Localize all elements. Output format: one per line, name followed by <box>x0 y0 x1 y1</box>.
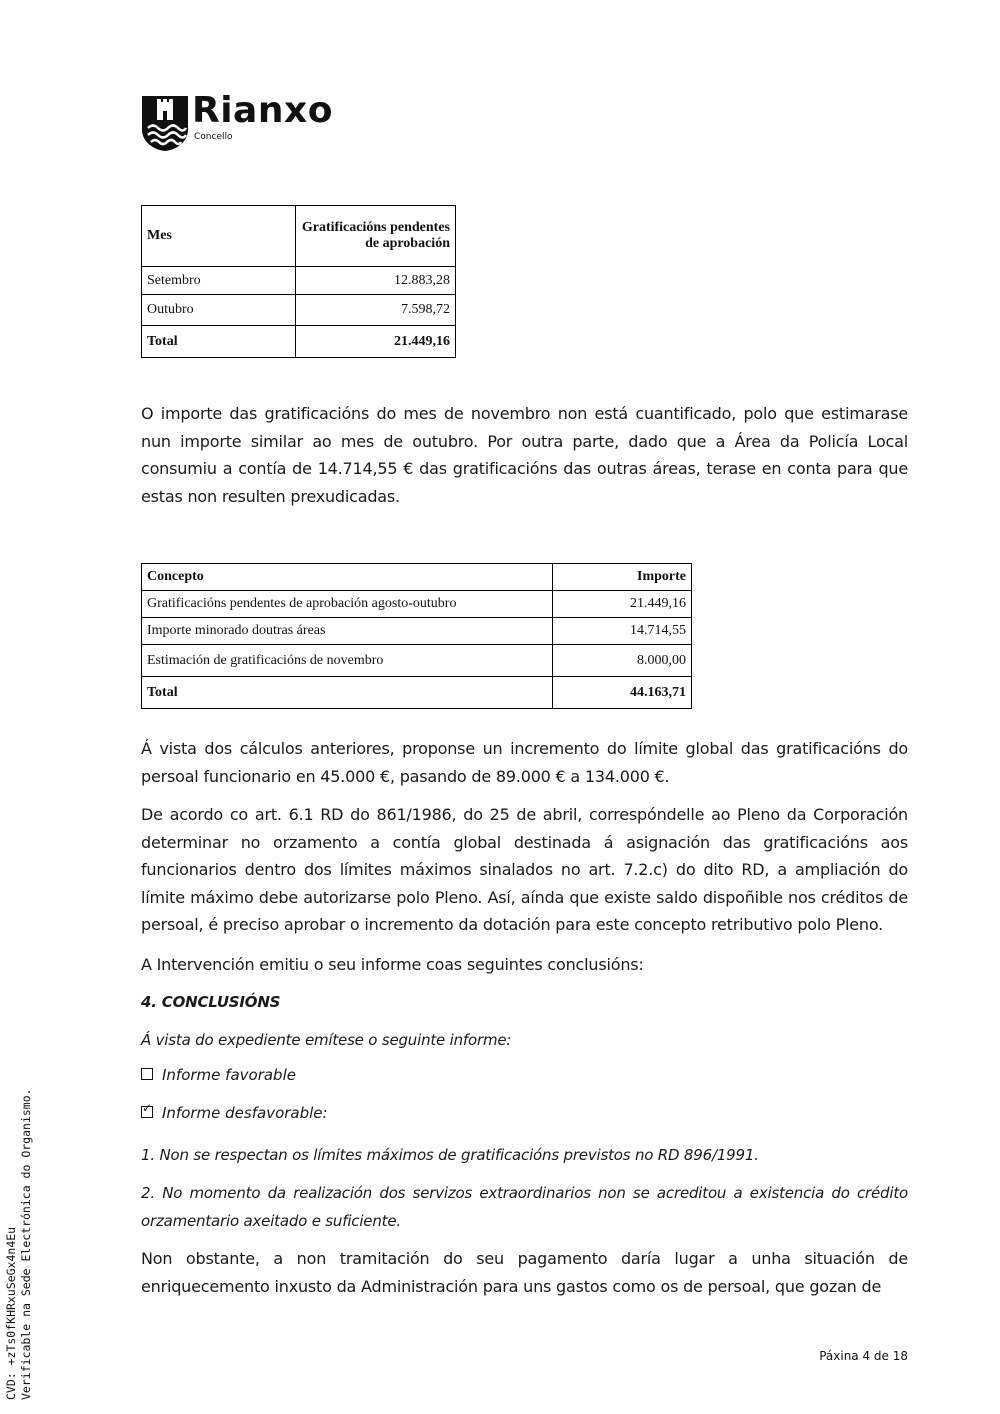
concept-amount-table <box>141 563 692 709</box>
table-total-row <box>142 677 692 709</box>
logo-subtitle: Concello <box>194 132 233 142</box>
rianxo-shield-icon <box>142 96 188 152</box>
amount-cell: 7.598,72 <box>296 295 456 326</box>
checkbox-checked-icon: ✓ <box>141 1106 153 1118</box>
conclusion-item: 2. No momento da realización dos servizos extraordinarios non se acreditou a existencia do crédito orzamentario axeitado e suficiente. <box>141 1184 908 1230</box>
logo-wordmark: Rianxo <box>192 90 333 131</box>
concept-cell: Importe minorado doutras áreas <box>142 618 553 645</box>
total-value: 21.449,16 <box>296 326 456 358</box>
rianxo-logo <box>142 90 352 152</box>
total-value: 44.163,71 <box>553 677 692 709</box>
conclusion-item: 1. Non se respectan os límites máximos de gratificacións previstos no RD 896/1991. <box>141 1146 759 1164</box>
table-header-row <box>142 564 692 591</box>
table-row <box>142 267 456 295</box>
column-header-month: Mes <box>142 206 296 267</box>
amount-cell: 12.883,28 <box>296 267 456 295</box>
table-total-row <box>142 326 456 358</box>
gratifications-month-table <box>141 205 456 358</box>
amount-cell: 8.000,00 <box>553 645 692 677</box>
concept-cell: Estimación de gratificacións de novembro <box>142 645 553 677</box>
verification-note: Verificable na Sede Electrónica do Organismo. <box>19 1088 33 1400</box>
table-row <box>142 295 456 326</box>
conclusions-heading: 4. CONCLUSIÓNS <box>141 993 281 1011</box>
table-row <box>142 591 692 618</box>
column-header-concept: Concepto <box>142 564 553 591</box>
amount-cell: 21.449,16 <box>553 591 692 618</box>
column-header-pending: Gratificacións pendentes de aprobación <box>296 206 456 267</box>
table-row <box>142 645 692 677</box>
table-row <box>142 618 692 645</box>
concept-cell: Gratificacións pendentes de aprobación agosto-outubro <box>142 591 553 618</box>
paragraph: O importe das gratificacións do mes de novembro non está cuantificado, polo que estimarase nun importe similar ao mes de outubro. Por outra parte, dado que a Área da Policía Local consumiu a contía de 14.714,55 € das gratificacións das outras áreas, terase en conta para que estas non resulten prexudicadas. <box>141 404 908 506</box>
column-header-amount: Importe <box>553 564 692 591</box>
total-label: Total <box>142 677 553 709</box>
verification-code: CVD: +zTs0fKHRxuSeGx4n4Eu <box>4 1226 18 1400</box>
paragraph: De acordo co art. 6.1 RD do 861/1986, do 25 de abril, correspóndelle ao Pleno da Corporación determinar no orzamento a contía global destinada á asignación das gratificacións aos funcionarios dentro dos límites máximos sinalados no art. 7.2.c) do dito RD, a ampliación do límite máximo debe autorizarse polo Pleno. Así, aínda que existe saldo dispoñible nos créditos de persoal, é preciso aprobar o incremento da dotación para este concepto retributivo polo Pleno. <box>141 805 908 934</box>
option-label: Informe favorable <box>162 1066 296 1084</box>
verification-side-text <box>4 1088 34 1400</box>
month-cell: Setembro <box>142 267 296 295</box>
option-favorable <box>141 1066 296 1084</box>
paragraph: Á vista dos cálculos anteriores, proponse un incremento do límite global das gratificacións do persoal funcionario en 45.000 €, pasando de 89.000 € a 134.000 €. <box>141 739 908 786</box>
month-cell: Outubro <box>142 295 296 326</box>
total-label: Total <box>142 326 296 358</box>
table-header-row <box>142 206 456 267</box>
option-unfavorable <box>141 1101 328 1122</box>
option-label: Informe desfavorable: <box>162 1104 328 1122</box>
conclusions-intro: Á vista do expediente emítese o seguinte informe: <box>141 1031 512 1049</box>
checkbox-unchecked-icon <box>141 1068 153 1080</box>
amount-cell: 14.714,55 <box>553 618 692 645</box>
paragraph: A Intervención emitiu o seu informe coas seguintes conclusións: <box>141 955 644 974</box>
paragraph: Non obstante, a non tramitación do seu pagamento daría lugar a unha situación de enriquecemento inxusto da Administración para uns gastos como os de persoal, que gozan de <box>141 1249 908 1296</box>
page-number: Páxina 4 de 18 <box>819 1349 908 1363</box>
